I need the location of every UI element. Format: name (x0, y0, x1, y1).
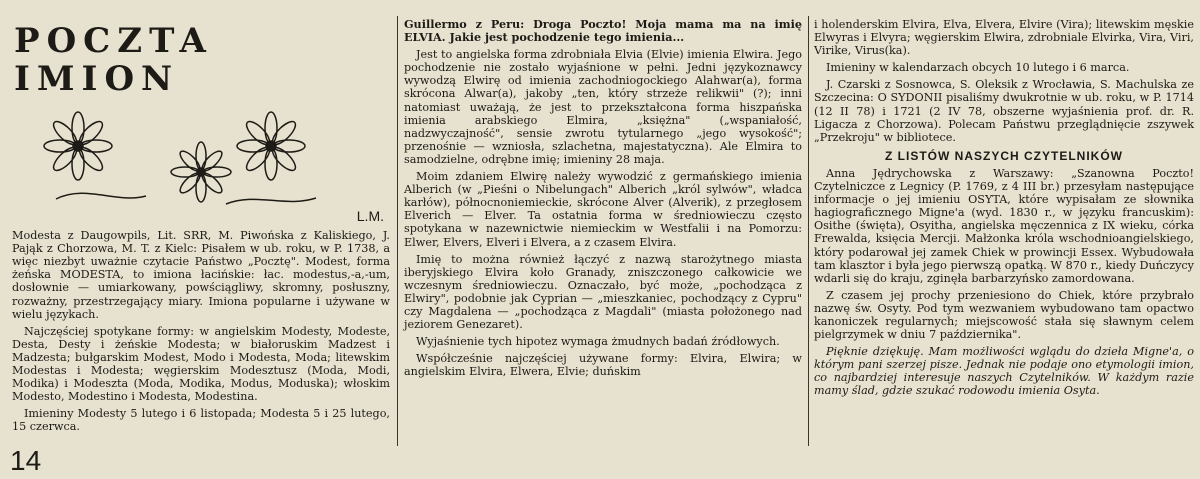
title-line-1: POCZTA (14, 21, 213, 61)
column-right (814, 18, 1194, 402)
column-middle (404, 18, 802, 382)
flowers-illustration (26, 104, 326, 216)
col2-paragraph-4: Imię to można również łączyć z nazwą starożytnego miasta iberyjskiego Elvira koło Granady, zniszczonego całkowicie we wczesnym średniowieczu. Oznaczało, być może, „pochodząca z Elwiry", podobnie jak Cyprian — „mieszkaniec, pochodzący z Cypru" czy Magdalena — „pochodząca z Magdali" (miasta położonego nad jeziorem Genezaret). (404, 252, 802, 332)
col1-paragraph-2: Najczęściej spotykane formy: w angielskim Modesty, Modeste, Desta, Desty i żeńskie Modesta; w białoruskim Madzest i Madzesta; bułgarskim Modest, Modo i Modesta, Moda; litewskim Modestas i Modesta; węgierskim Modesztusz (Moda, Modi, Modika) i Modeszta (Moda, Modika, Modus, Moduska); włoskim Modesto, Modestino i Modesta, Modestina. (12, 324, 390, 404)
col3-paragraph-4: Anna Jędrychowska z Warszawy: „Szanowna Poczto! Czytelniczce z Legnicy (P. 1769, z 4 III br.) przesyłam następujące informacje o jej imieniu OSYTA, które wypisałam ze słownika hagiograficznego Migne'a (wyd. 1830 r., w języku francuskim): Osithe (święta), Osyitha, angielska męczennica z IX wieku, córka Frewalda, księcia Mercji. Małżonka króla wschodnioangielskiego, który podarował jej zamek Chiek w prowincji Essex. Wybudowała tam klasztor i była jego pierwszą opatką. W 870 r., kiedy Duńczycy wdarli się do kraju, zginęła barbarzyńsko zamordowana. (814, 166, 1194, 285)
col3-paragraph-1: i holenderskim Elvira, Elva, Elvera, Elvire (Vira); litewskim męskie Elwyras i Elvyra; węgierskim Elwira, zdrobniale Elvirka, Vira, Viri, Virike, Virus(ka). (814, 18, 1194, 58)
col2-paragraph-2: Jest to angielska forma zdrobniała Elvia (Elvie) imienia Elwira. Jego pochodzenie nie zostało wyjaśnione w pełni. Jedni językoznawcy wywodzą Elwirę od imienia zachodniogockiego Alahwar(a), forma skrócona Alwar(a), jakoby „ten, który strzeże relikwii" (?); inni natomiast uważają, że jest to przekształcona forma hiszpańska imienia arabskiego Elmira, „księżna" („wspaniałość, nadzwyczajność", sensie zwrotu tytularnego „jego wysokość"; przenośnie — wzniosła, szlachetna, majestatyczna). Ale Elmira to samodzielne, odrębne imię; imieniny 28 maja. (404, 48, 802, 166)
page-number: 14 (10, 445, 42, 476)
col2-paragraph-5: Wyjaśnienie tych hipotez wymaga żmudnych badań źródłowych. (416, 335, 780, 349)
column-divider-1 (397, 16, 398, 446)
col1-paragraph-3: Imieniny Modesty 5 lutego i 6 listopada; Modesta 5 i 25 lutego, 15 czerwca. (12, 407, 390, 434)
column-left (12, 18, 390, 438)
column-divider-2 (808, 16, 809, 446)
section-heading: Z LISTÓW NASZYCH CZYTELNIKÓW (885, 148, 1123, 163)
col2-paragraph-6: Współcześnie najczęściej używane formy: Elvira, Elwira; w angielskim Elvira, Elwera, Elvie; duńskim (404, 352, 802, 379)
col3-paragraph-5: Z czasem jej prochy przeniesiono do Chiek, które przybrało nazwę św. Osyty. Pod tym wezwaniem wybudowano tam opactwo kanoniczek regularnych; miejscowość stała się sławnym celem pielgrzymek w dniu 7 października". (814, 288, 1194, 342)
col2-paragraph-1: Guillermo z Peru: Droga Poczto! Moja mama ma na imię ELVIA. Jakie jest pochodzenie tego imienia... (404, 17, 802, 45)
col1-paragraph-1: Modesta z Daugowpils, Lit. SRR, M. Piwońska z Kaliskiego, J. Pająk z Chorzowa, M. T. z Kielc: Pisałem w ub. roku, w P. 1738, a więc niezbyt uważnie czytacie Państwo „Pocztę". Modest, forma żeńska MODESTA, to imiona łacińskie: łac. modestus,-a,-um, dosłownie — umiarkowany, powściągliwy, skromny, posłuszny, rozważny, przestrzegający miary. Imiona popularne i używane w wielu językach. (12, 229, 390, 321)
col3-paragraph-3: J. Czarski z Sosnowca, S. Oleksik z Wrocławia, S. Machulska ze Szczecina: O SYDONII pisaliśmy dwukrotnie w ub. roku, w P. 1714 (12 II 78) i 1721 (2 IV 78, obszerne wyjaśnienia prof. dr. R. Ligacza z Chorzowa). Polecam Państwu przeglądnięcie zszywek „Przekroju" w bibliotece. (814, 78, 1194, 144)
col2-paragraph-3: Moim zdaniem Elwirę należy wywodzić z germańskiego imienia Alberich (w „Pieśni o Nibelungach" Alberich „król sylwów", władca karłów), północnoniemieckie, skrócone Alver (Alverik), z przegłosem Elverich — Elver. Ta ostatnia forma w średniowieczu często spotykana w nazewnictwie niemieckim w Westfalii i na Pomorzu: Elwer, Elvers, Elveri i Elvera, a z czasem Elvira. (404, 170, 802, 249)
col3-paragraph-2: Imieniny w kalendarzach obcych 10 lutego i 6 marca. (826, 61, 1130, 75)
author-signature: L.M. (356, 208, 384, 224)
col3-paragraph-6: Pięknie dziękuję. Mam możliwości wglądu do dzieła Migne'a, o którym pani szerzej pisze. Jednak nie podaje ono etymologii imion, co najbardziej interesuje naszych Czytelników. W każdym razie mamy ślad, gdzie szukać rodowodu imienia Osyta. (814, 345, 1194, 398)
title-line-2: IMION (14, 59, 180, 99)
page-title (14, 22, 390, 98)
